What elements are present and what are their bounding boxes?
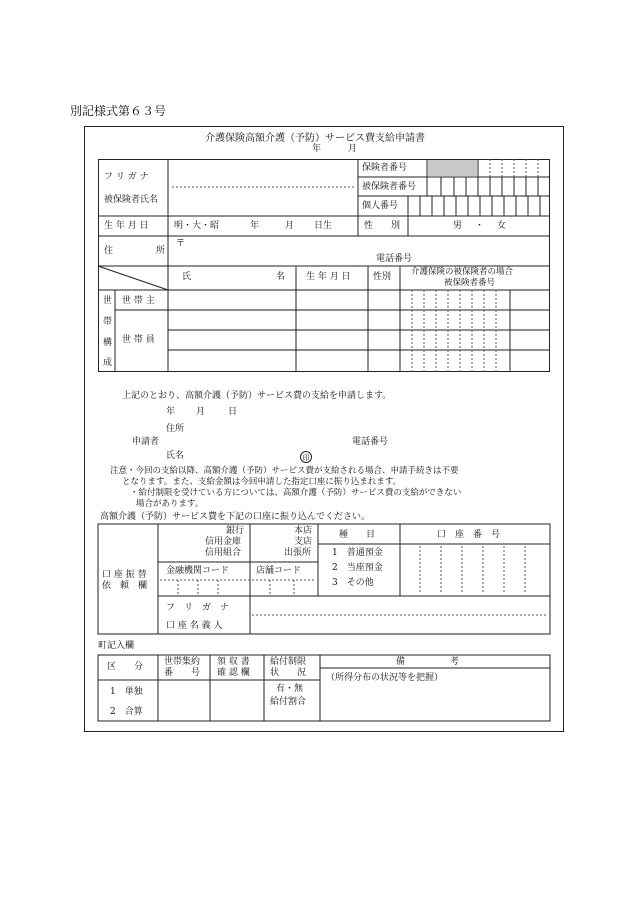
insured-name-field[interactable]	[172, 189, 354, 213]
household-no-label-2: 番 号	[164, 668, 201, 678]
bank-type-3: 信用組合	[205, 548, 242, 558]
receipt-label-2: 確 認 欄	[217, 668, 250, 678]
class-option-1[interactable]: 1 単独	[110, 687, 143, 697]
furigana-label: フ リ ガ ナ	[104, 172, 149, 182]
limit-option-2: 給付割合	[270, 697, 307, 707]
account-type-label: 種 目	[339, 530, 376, 540]
insured-name-label: 被保険者氏名	[104, 195, 159, 205]
col-name-1: 氏	[182, 272, 192, 282]
gender-male[interactable]: 男	[453, 221, 463, 231]
birth-year: 年	[250, 221, 260, 231]
bank-type-1: 銀行	[226, 526, 245, 536]
address-label-1: 住	[104, 246, 114, 256]
gender-separator: ・	[475, 221, 485, 231]
form-title: 介護保険高額介護（予防）サービス費支給申請書	[205, 133, 425, 144]
seal-mark: 印	[300, 451, 312, 463]
note-line-1: 注意・今回の支給以降、高額介護（予防）サービス費が支給される場合、申請手続きは不要	[110, 466, 459, 476]
transfer-label-1: 口 座 振 替	[102, 570, 147, 580]
class-label: 区 分	[107, 662, 144, 672]
col-birthdate: 生 年 月 日	[306, 272, 351, 282]
household-side-3: 構	[103, 338, 113, 348]
application-month: 月	[196, 407, 206, 417]
branch-code-label: 店舗コード	[256, 566, 302, 576]
household-head-label: 世 帯 主	[122, 296, 155, 306]
col-name-2: 名	[276, 272, 286, 282]
branch-type-2: 支店	[294, 537, 313, 547]
application-year: 年	[166, 407, 176, 417]
limit-label-1: 給付制限	[270, 657, 307, 667]
col-insured-no-2: 被保険者番号	[444, 278, 496, 288]
applicant-name-label: 氏名	[166, 451, 185, 461]
account-number-label: 口 座 番 号	[437, 530, 501, 540]
bank-intro: 高額介護（予防）サービス費を下記の口座に振り込んでください。	[100, 512, 371, 522]
form-number: 別記様式第６３号	[70, 104, 167, 118]
household-side-2: 帯	[103, 317, 113, 327]
branch-type-3: 出張所	[284, 548, 312, 558]
limit-label-2: 状 況	[270, 668, 307, 678]
account-type-3[interactable]: 3 その他	[332, 578, 374, 588]
account-holder-label: 口 座 名 義 人	[166, 621, 223, 631]
birth-day: 日生	[314, 221, 333, 231]
birth-month: 月	[285, 221, 295, 231]
gender-female[interactable]: 女	[497, 221, 507, 231]
remarks-note: （所得分布の状況等を把握）	[326, 673, 444, 683]
insurer-number-label: 保険者番号	[362, 163, 408, 173]
birthdate-label: 生 年 月 日	[104, 221, 149, 231]
application-day: 日	[228, 407, 238, 417]
limit-option-1[interactable]: 有・無	[276, 684, 304, 694]
class-option-2[interactable]: 2 合算	[110, 707, 143, 717]
household-side-4: 成	[103, 358, 113, 368]
note-line-2: となります。また、支給金額は今回申請した指定口座に振り込まれます。	[122, 477, 402, 487]
applicant-address-label: 住所	[166, 424, 185, 434]
household-member-label: 世 帯 員	[122, 335, 155, 345]
applicant-phone-label: 電話番号	[352, 437, 389, 447]
gender-label: 性 別	[364, 221, 401, 231]
era-options: 明・大・昭	[174, 221, 220, 231]
transfer-label-2: 依 頼 欄	[102, 581, 148, 591]
holder-furigana-label: フ リ ガ ナ	[166, 603, 230, 613]
account-type-1[interactable]: 1 普通預金	[332, 548, 383, 558]
household-side-1: 世	[103, 296, 113, 306]
address-label-2: 所	[156, 246, 166, 256]
insured-number-label: 被保険者番号	[362, 182, 417, 192]
branch-type-1: 本店	[294, 526, 313, 536]
col-gender: 性別	[373, 272, 392, 282]
postal-mark: 〒	[176, 239, 186, 249]
application-statement: 上記のとおり、高額介護（予防）サービス費の支給を申請します。	[122, 391, 392, 401]
note-line-3: ・給付制限を受けている方については、高額介護（予防）サービス費の支給ができない	[130, 488, 462, 498]
household-no-label-1: 世帯集約	[164, 657, 201, 667]
receipt-label-1: 領 収 書	[217, 657, 250, 667]
col-insured-no-1: 介護保険の被保険者の場合	[411, 267, 514, 277]
account-type-2[interactable]: 2 当座預金	[332, 563, 383, 573]
applicant-label: 申請者	[132, 437, 160, 447]
form-date-line: 年 月	[312, 144, 358, 154]
remarks-label: 備 考	[396, 657, 460, 667]
bank-type-2: 信用金庫	[205, 537, 242, 547]
personal-number-label: 個人番号	[362, 201, 399, 211]
bank-code-label: 金融機関コード	[166, 566, 230, 576]
insured-phone-label: 電話番号	[376, 254, 413, 264]
note-line-4: 場合があります。	[136, 499, 204, 509]
town-section-title: 町記入欄	[98, 641, 135, 651]
